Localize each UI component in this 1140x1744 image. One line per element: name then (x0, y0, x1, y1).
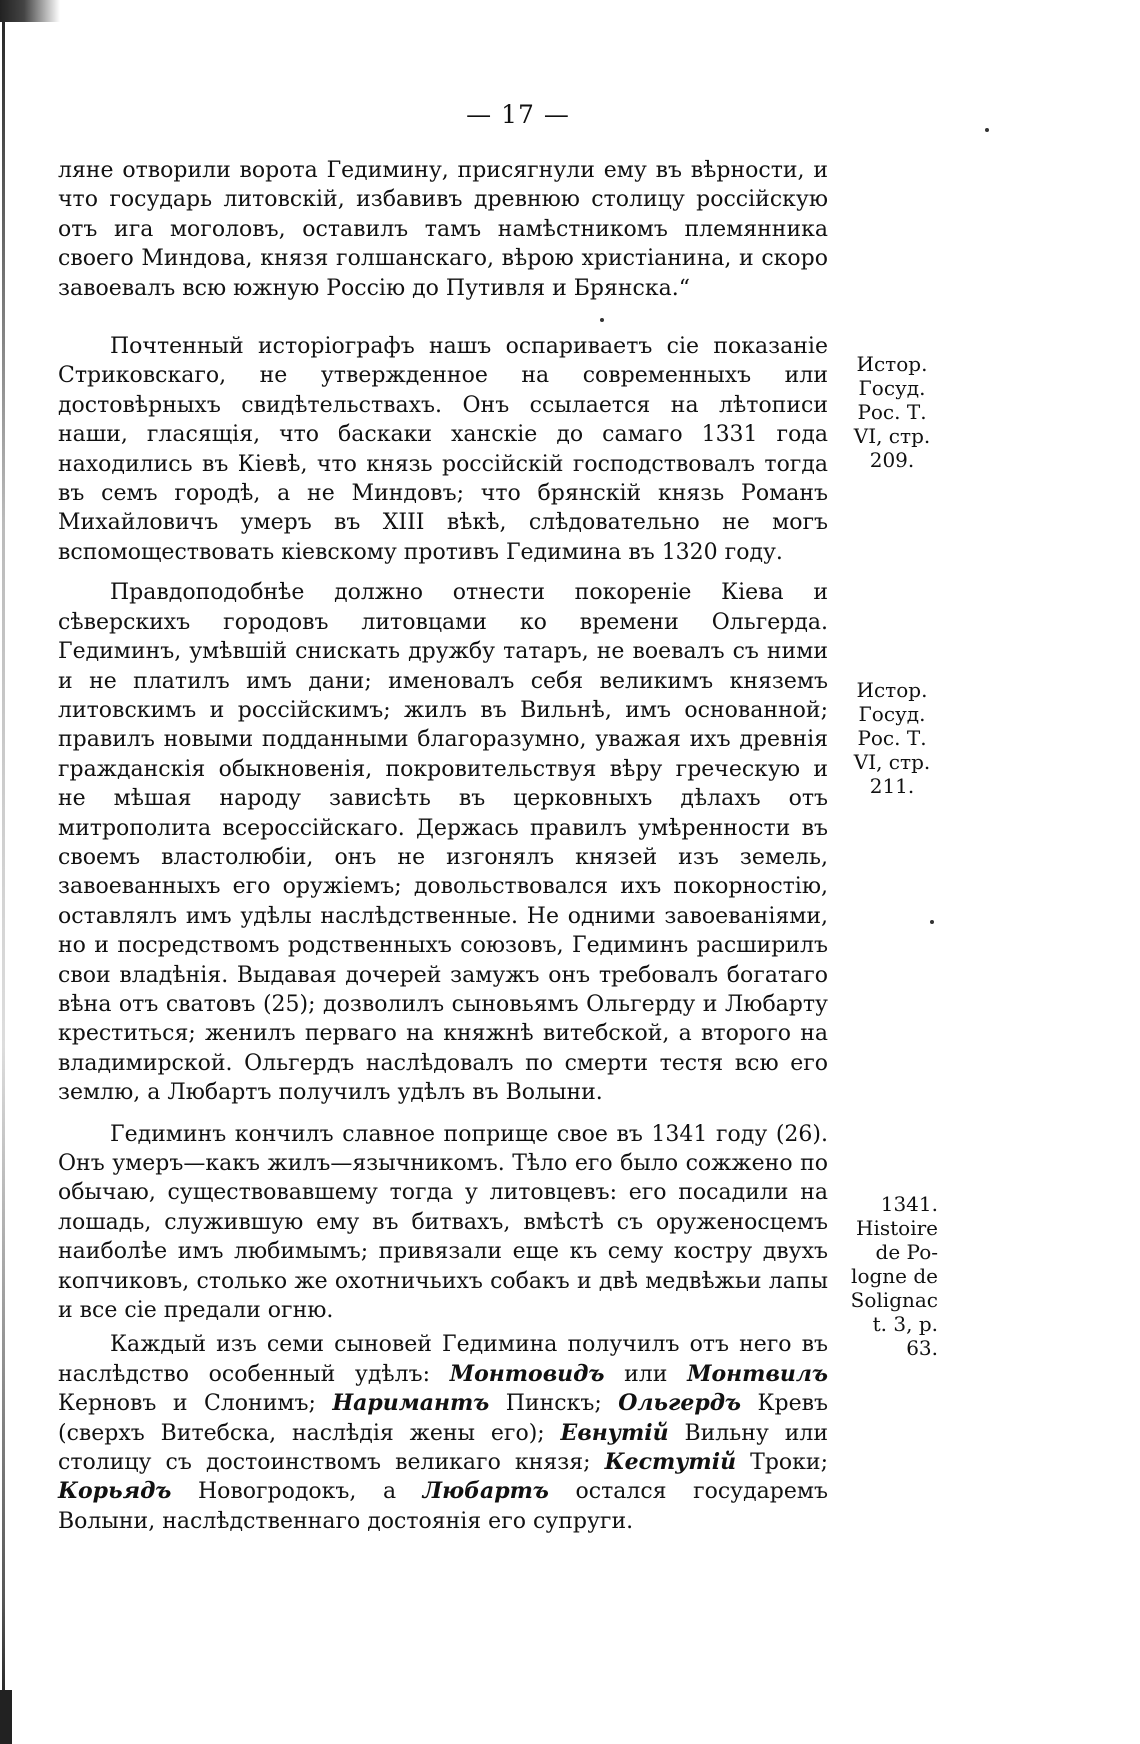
text-run: Керновъ и Слонимъ; (58, 1391, 333, 1417)
heir-name: Наримантъ (332, 1390, 490, 1417)
margin-note-1: Истор. Госуд. Рос. Т. VI, стр. 209. (853, 352, 931, 472)
inheritance-intro: Каждый изъ семи сыновей Гедимина получилъ отъ него въ наслѣдство особенный удѣлъ: (58, 1332, 828, 1387)
text-run: Кревъ (сверхъ Витебска, наслѣдія жены его); (58, 1391, 829, 1446)
margin-note-3: 1341. Histoire de Po- logne de Solignac t. 3, p. 63. (850, 1192, 938, 1360)
heir-name: Любартъ (422, 1478, 549, 1505)
paragraph-4: Гедиминъ кончилъ славное поприще свое въ 1341 году (26). Онъ умеръ—какъ жилъ—язычникомъ. Тѣло его было сожжено по обычаю, существовавшему тогда у литовцевъ: его посадили на лошадь, служившую ему въ битвахъ, вмѣстѣ съ оруженосцемъ наиболѣе имъ любимымъ; привязали еще къ сему костру двухъ копчиковъ, столько же охотничьихъ собакъ и двѣ медвѣжьи лапы и все сіе предали огню. (58, 1121, 828, 1324)
page-number: — 17 — (466, 100, 570, 129)
scan-speck (930, 920, 934, 924)
text-run: Троки; (736, 1450, 828, 1476)
paragraph-5 (58, 1330, 828, 1536)
text-run: Пинскъ; (489, 1391, 619, 1417)
scan-corner-mark (0, 0, 60, 22)
paragraph-2: Почтенный исторіографъ нашъ оспариваетъ сіе показаніе Стриковскаго, не утвержденное на современныхъ или достовѣрныхъ свидѣтельствахъ. Онъ ссылается на лѣтописи наши, гласящія, что баскаки ханскіе до самаго 1331 года находились въ Кіевѣ, что князь россійскій господствовалъ тогда въ семъ городѣ, а не Миндовъ; что брянскій князь Романъ Михайловичъ умеръ въ XIII вѣкѣ, слѣдовательно не могъ вспомоществовать кіевскому противъ Гедимина въ 1320 году. (58, 334, 828, 565)
text-run: Новогродокъ, а (171, 1479, 423, 1505)
text-run: или (604, 1361, 688, 1387)
heir-name: Ольгердъ (618, 1390, 742, 1417)
heir-name: Кестутій (604, 1449, 737, 1476)
paragraph-3: Правдоподобнѣе должно отнести покореніе Кіева и сѣверскихъ городовъ литовцами ко времени Ольгерда. Гедиминъ, умѣвшій снискать дружбу татаръ, не воевалъ съ ними и не платилъ имъ дани; именовалъ себя великимъ княземъ литовскимъ и россійскимъ; жилъ въ Вильнѣ, имъ основанной; правилъ новыми подданными благоразумно, уважая ихъ древнія гражданскія обыкновенія, покровительствуя вѣру греческую и не мѣшая народу зависѣть въ церковныхъ дѣлахъ отъ митрополита всероссійскаго. Держась правилъ умѣренности въ своемъ властолюбіи, онъ не изгонялъ князей изъ земель, завоеванныхъ его оружіемъ; довольствовался ихъ покорностію, оставлялъ имъ удѣлы наслѣдственные. Не одними завоеваніями, но и посредствомъ родственныхъ союзовъ, Гедиминъ расширилъ свои владѣнія. Выдавая дочерей замужъ онъ требовалъ богатаго вѣна отъ сватовъ (25); дозволилъ сыновьямъ Ольгерду и Любарту креститься; женилъ перваго на княжнѣ витебской, а второго на владимирской. Ольгердъ наслѣдовалъ по смерти тестя всю его землю, а Любартъ получилъ удѣлъ въ Волыни. (58, 580, 828, 1106)
main-text (58, 156, 828, 1536)
text-run: остался государемъ Волыни, наслѣдственнаго достоянія его супруги. (58, 1479, 828, 1534)
scan-edge (2, 0, 5, 1744)
heir-name: Монтовидъ (449, 1360, 605, 1387)
heir-name: Корьядъ (58, 1478, 172, 1505)
paragraph-1: ляне отворили ворота Гедимину, присягнули ему въ вѣрности, и что государь литовскій, избавивъ древнюю столицу россійскую отъ ига моголовъ, оставилъ тамъ намѣстникомъ племянника своего Миндова, князя голшанскаго, вѣрою христіанина, и скоро завоевалъ всю южную Россію до Путивля и Брянска.“ (58, 158, 828, 301)
margin-note-2: Истор. Госуд. Рос. Т. VI, стр. 211. (853, 678, 931, 798)
scan-corner-mark-bottom (0, 1690, 12, 1744)
heir-name: Евнутій (560, 1419, 669, 1446)
text-run: Вильну или столицу съ достоинствомъ великаго князя; (58, 1420, 828, 1476)
heir-name: Монтвилъ (687, 1360, 828, 1387)
